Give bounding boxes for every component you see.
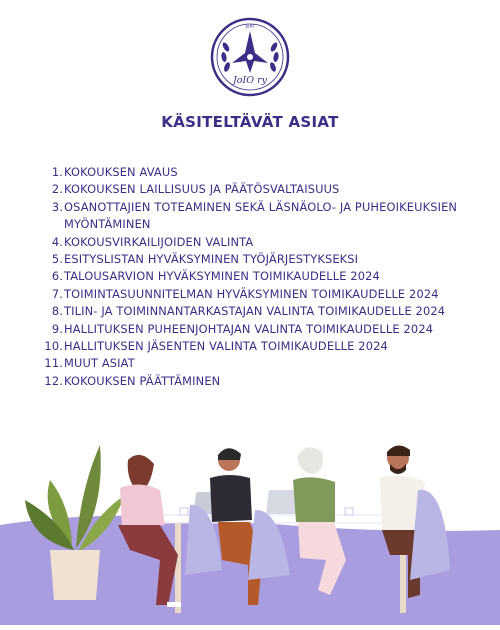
agenda-item-number: 11. xyxy=(44,356,63,371)
agenda-item xyxy=(44,181,484,198)
agenda-item-number: 10. xyxy=(44,339,63,354)
agenda-item xyxy=(44,164,484,181)
logo-text: JoIO ry xyxy=(233,75,267,86)
agenda-item-text: HALLITUKSEN PUHEENJOHTAJAN VALINTA TOIMIKAUDELLE 2024 xyxy=(64,321,434,336)
agenda-item xyxy=(44,268,484,285)
agenda-item xyxy=(44,251,484,268)
agenda-list xyxy=(44,164,484,390)
agenda-item-text: KOKOUKSEN PÄÄTTÄMINEN xyxy=(64,373,221,388)
agenda-item-number: 5. xyxy=(51,252,63,267)
agenda-item-text: KOKOUKSEN AVAUS xyxy=(64,165,178,179)
logo-emblem xyxy=(210,17,290,97)
agenda-item xyxy=(44,303,484,320)
agenda-item-number: 9. xyxy=(51,321,63,336)
agenda-item-number: 2. xyxy=(51,182,63,197)
agenda-item-text: HALLITUKSEN JÄSENTEN VALINTA TOIMIKAUDELLE 2024 xyxy=(64,339,388,354)
logo-top-text: JoIO xyxy=(245,24,255,30)
agenda-item-text: TILIN- JA TOIMINNANTARKASTAJAN VALINTA TOIMIKAUDELLE 2024 xyxy=(64,304,446,319)
agenda-item-text: ESITYSLISTAN HYVÄKSYMINEN TYÖJÄRJESTYKSEKSI xyxy=(64,252,359,267)
agenda-item xyxy=(44,338,484,355)
agenda-item-number: 4. xyxy=(51,234,63,249)
agenda-item-text: TALOUSARVION HYVÄKSYMINEN TOIMIKAUDELLE 2024 xyxy=(64,269,380,284)
agenda-item-number: 8. xyxy=(51,304,63,319)
agenda-item xyxy=(44,199,484,234)
agenda-item-text: TOIMINTASUUNNITELMAN HYVÄKSYMINEN TOIMIKAUDELLE 2024 xyxy=(64,286,439,301)
agenda-item-number: 3. xyxy=(51,199,63,214)
agenda-item-number: 1. xyxy=(51,165,63,179)
agenda-item-number: 6. xyxy=(51,269,63,284)
page-title: KÄSITELTÄVÄT ASIAT xyxy=(161,113,339,131)
meeting-illustration xyxy=(0,430,500,625)
agenda-item-number: 7. xyxy=(51,286,63,301)
agenda-item-text: KOKOUKSEN LAILLISUUS JA PÄÄTÖSVALTAISUUS xyxy=(64,182,340,197)
agenda-item-text: OSANOTTAJIEN TOTEAMINEN SEKÄ LÄSNÄOLO- JA PUHEOIKEUKSIEN MYÖNTÄMINEN xyxy=(64,199,458,232)
agenda-item-number: 12. xyxy=(44,373,63,388)
agenda-item xyxy=(44,286,484,303)
agenda-item-text: MUUT ASIAT xyxy=(64,356,135,371)
agenda-item xyxy=(44,373,484,390)
joio-logo xyxy=(210,17,290,97)
agenda-item-text: KOKOUSVIRKAILIJOIDEN VALINTA xyxy=(64,234,254,249)
agenda-item xyxy=(44,321,484,338)
agenda-item xyxy=(44,234,484,251)
agenda-item xyxy=(44,355,484,372)
